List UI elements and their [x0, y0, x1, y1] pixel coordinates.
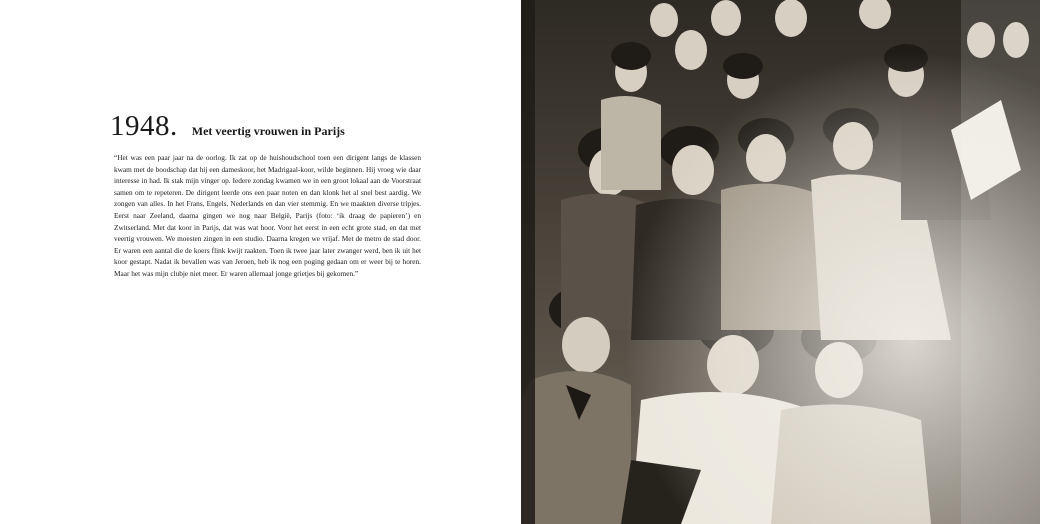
subtitle: Met veertig vrouwen in Parijs [191, 124, 345, 138]
quote-body: “Het was een paar jaar na de oorlog. Ik zat op de huishoudschool toen een dirigent langs de klassen kwam met de boodschap dat hij een dameskoor, het Madrigaal-koor, wilde beginnen. Hij vroeg wie daar interesse in had. Ik stak mijn vinger op. Iedere zondag kwamen we in een groot lokaal aan de Voorstraat samen om te repeteren. De dirigent leerde ons een paar noten en dan klonk het al snel best aardig. We zongen van alles. In het Frans, Engels, Nederlands en dan vier stemmig. En we maakten diverse tripjes. Eerst naar Zeeland, daarna gingen we nog naar België, Parijs (foto: ‘ik draag de papieren’) en Zwitserland. Met dat koor in Parijs, dat was wat hoor. Voor het eerst in een echt grote stad, en dat met veertig vrouwen. We moesten zingen in een studio. Daarna kregen we vrijaf. Met de metro de stad door. Er waren een aantal die de koers flink kwijt raakten. Toen ik twee jaar later zwanger werd, ben ik uit het koor gestapt. Nadat ik bevallen was van Jeroen, heb ik nog een poging gedaan om er weer bij te horen. Maar het was mijn clubje niet meer. Er waren allemaal jonge grietjes bij gekomen.” [114, 153, 421, 278]
group-photo-image [521, 0, 1040, 524]
year-title: 1948. [110, 110, 178, 142]
heading [110, 110, 345, 143]
group-photo [521, 0, 1040, 524]
